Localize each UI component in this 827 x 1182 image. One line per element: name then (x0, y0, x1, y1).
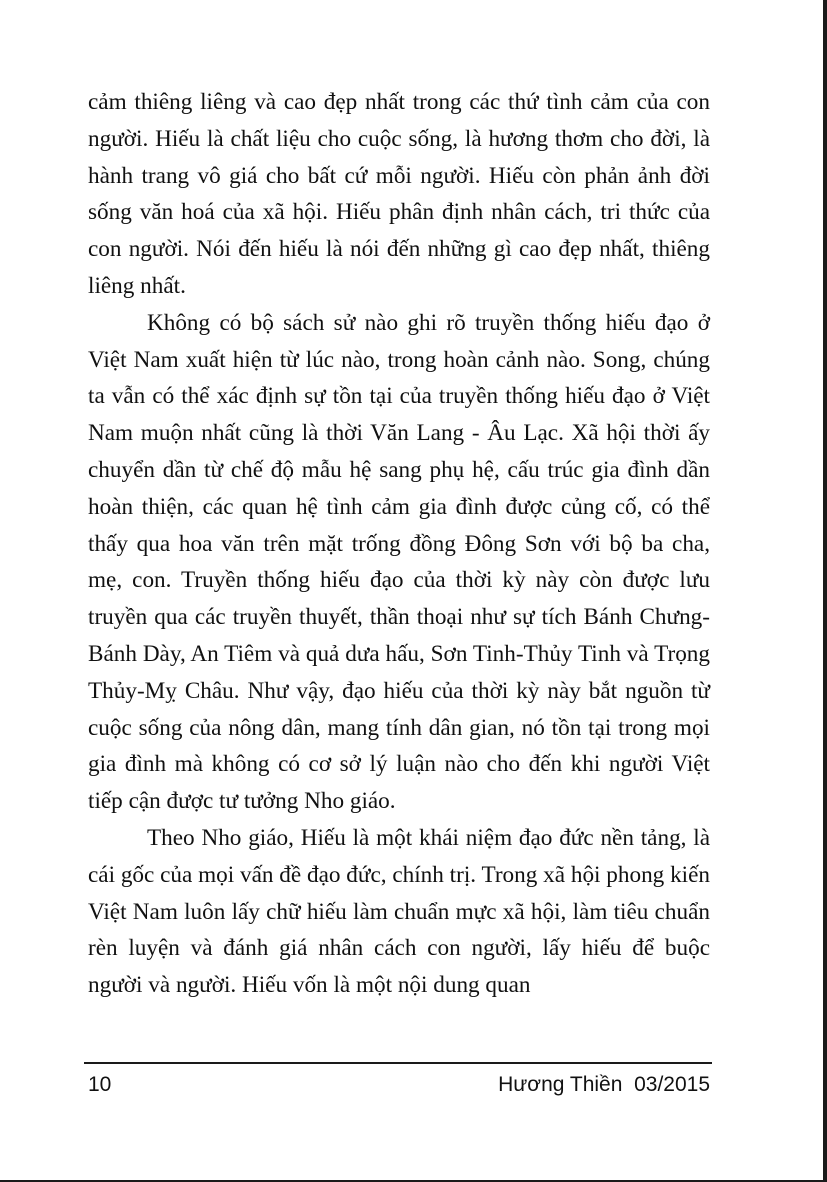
paragraph-1: cảm thiêng liêng và cao đẹp nhất trong các thứ tình cảm của con người. Hiếu là chất liệu cho cuộc sống, là hương thơm cho đời, là hành trang vô giá cho bất cứ mỗi người. Hiếu còn phản ảnh đời sống văn hoá của xã hội. Hiếu phân định nhân cách, tri thức của con người. Nói đến hiếu là nói đến những gì cao đẹp nhất, thiêng liêng nhất. (88, 89, 710, 299)
page-footer (88, 1070, 710, 1100)
paragraph-3: Theo Nho giáo, Hiếu là một khái niệm đạo đức nền tảng, là cái gốc của mọi vấn đề đạo đức, chính trị. Trong xã hội phong kiến Việt Nam luôn lấy chữ hiếu làm chuẩn mực xã hội, làm tiêu chuẩn rèn luyện và đánh giá nhân cách con người, lấy hiếu để buộc người và người. Hiếu vốn là một nội dung quan (88, 824, 710, 999)
paragraph-2: Không có bộ sách sử nào ghi rõ truyền thống hiếu đạo ở Việt Nam xuất hiện từ lúc nào, trong hoàn cảnh nào. Song, chúng ta vẫn có thể xác định sự tồn tại của truyền thống hiếu đạo ở Việt Nam muộn nhất cũng là thời Văn Lang - Âu Lạc. Xã hội thời ấy chuyển dần từ chế độ mẫu hệ sang phụ hệ, cấu trúc gia đình dần hoàn thiện, các quan hệ tình cảm gia đình được củng cố, có thể thấy qua hoa văn trên mặt trống đồng Đông Sơn với bộ ba cha, mẹ, con. Truyền thống hiếu đạo của thời kỳ này còn được lưu truyền qua các truyền thuyết, thần thoại như sự tích Bánh Chưng-Bánh Dày, An Tiêm và quả dưa hấu, Sơn Tinh-Thủy Tinh và Trọng Thủy-Mỵ Châu. Như vậy, đạo hiếu của thời kỳ này bắt nguồn từ cuộc sống của nông dân, mang tính dân gian, nó tồn tại trong mọi gia đình mà không có cơ sở lý luận nào cho đến khi người Việt tiếp cận được tư tưởng Nho giáo. (88, 309, 710, 815)
footer-rule (84, 1062, 712, 1064)
page-number: 10 (88, 1073, 112, 1096)
publication-info: Hương Thiền 03/2015 (498, 1073, 710, 1096)
page-body (88, 84, 710, 1004)
page-edge-right (823, 0, 827, 1182)
